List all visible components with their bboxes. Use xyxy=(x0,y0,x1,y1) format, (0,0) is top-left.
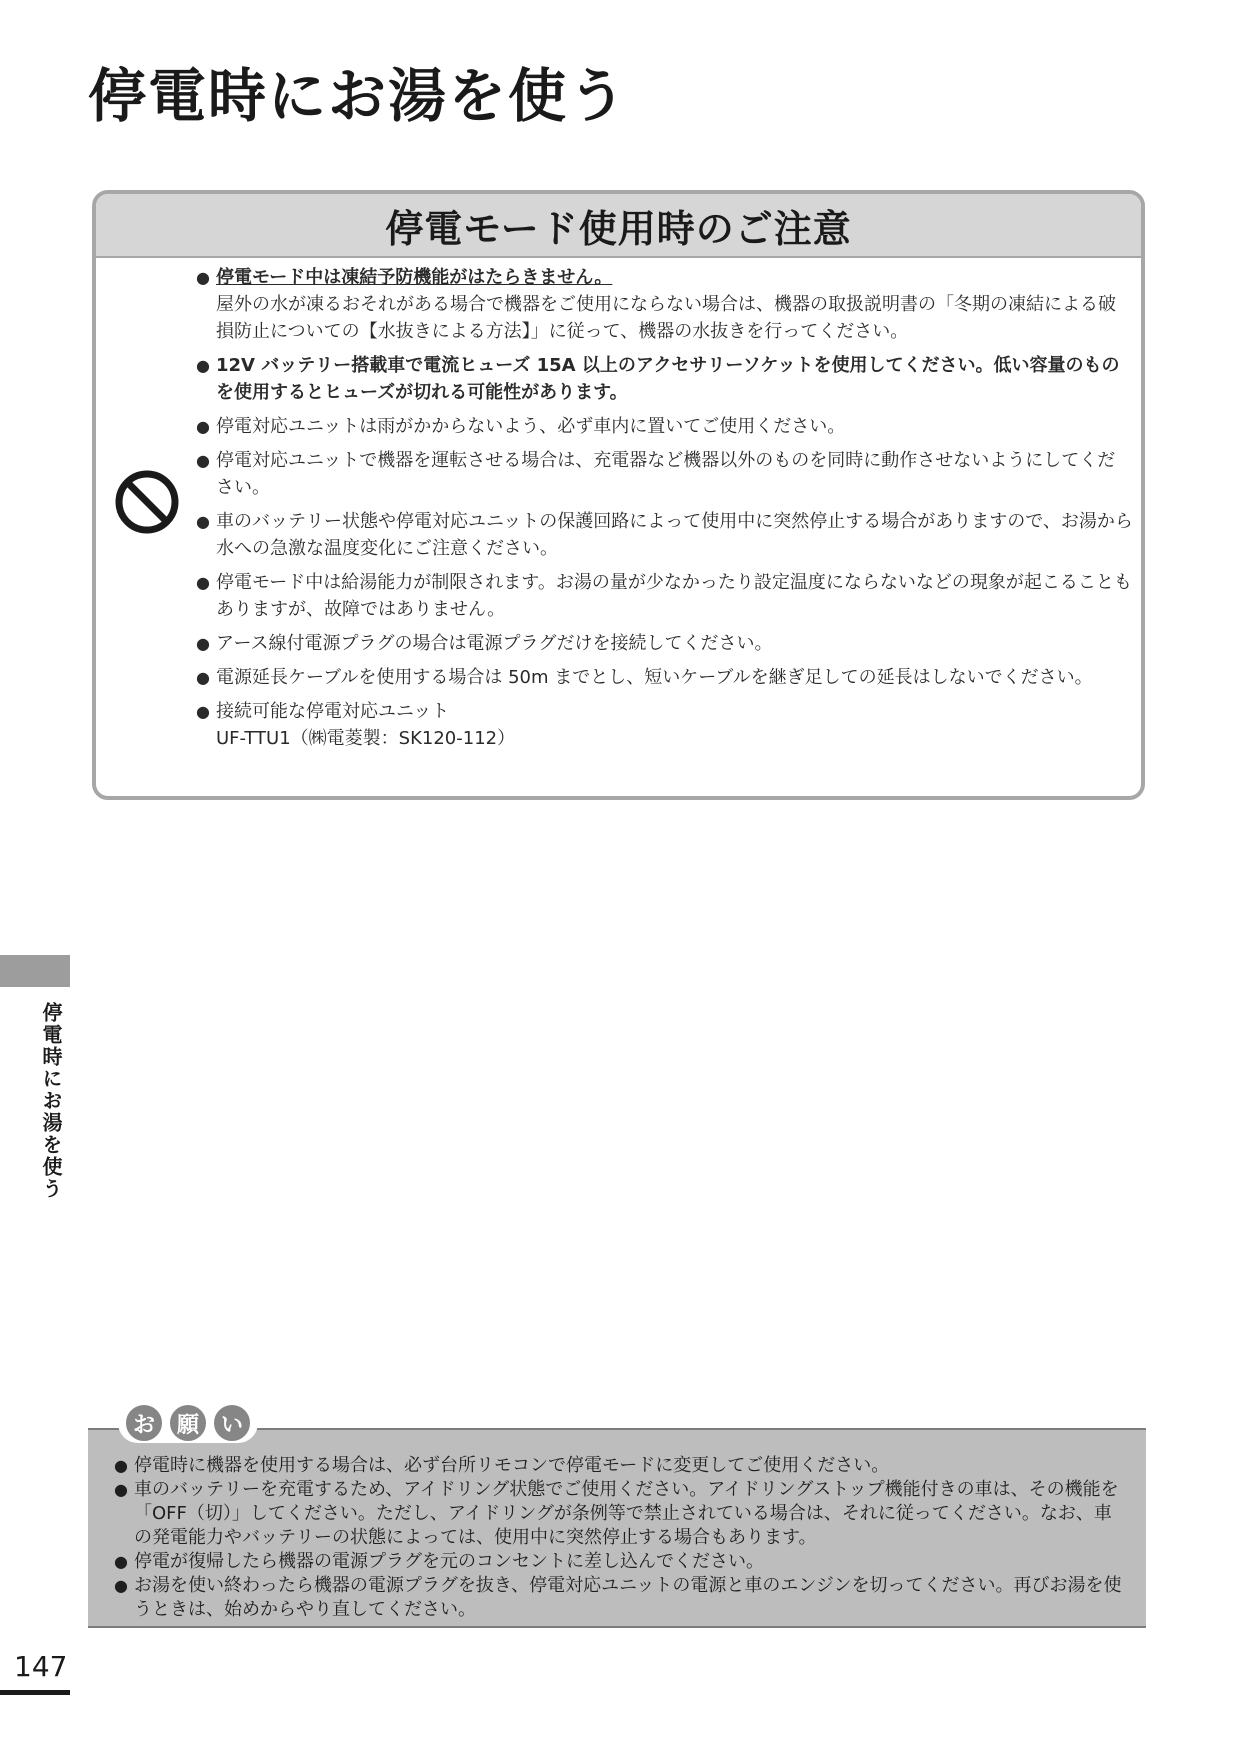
caution-item-heading: 接続可能な停電対応ユニット xyxy=(216,701,450,722)
request-list xyxy=(116,1454,1126,1622)
request-badges xyxy=(118,1403,258,1443)
list-item: ● 車のバッテリーを充電するため、アイドリング状態でご使用ください。アイドリングストップ機能付きの車は、その機能を「OFF（切）」してください。ただし、アイドリングが条例等で禁止されている場合は、それに従ってください。なお、車の発電能力やバッテリーの状態によっては、使用中に突然停止する場合もあります。 xyxy=(116,1478,1126,1550)
list-item: ● 車のバッテリー状態や停電対応ユニットの保護回路によって使用中に突然停止する場合がありますので、お湯から水への急激な温度変化にご注意ください。 xyxy=(198,508,1133,562)
side-section-label: 停電時にお湯を使う xyxy=(39,1002,63,1200)
request-badge: 願 xyxy=(168,1403,208,1443)
caution-item-detail: 屋外の水が凍るおそれがある場合で機器をご使用にならない場合は、機器の取扱説明書の「冬期の凍結による破損防止についての【水抜きによる方法】」に従って、機器の水抜きを行ってください。 xyxy=(216,294,1116,342)
list-item: ● 停電が復帰したら機器の電源プラグを元のコンセントに差し込んでください。 xyxy=(116,1550,1126,1574)
list-item: ● 停電対応ユニットは雨がかからないよう、必ず車内に置いてご使用ください。 xyxy=(198,413,1133,440)
list-item: ● 12V バッテリー搭載車で電流ヒューズ 15A 以上のアクセサリーソケットを使用してください。低い容量のものを使用するとヒューズが切れる可能性があります。 xyxy=(198,352,1133,406)
list-item: ● 停電時に機器を使用する場合は、必ず台所リモコンで停電モードに変更してご使用ください。 xyxy=(116,1454,1126,1478)
request-badge: い xyxy=(212,1403,252,1443)
list-item: ● お湯を使い終わったら機器の電源プラグを抜き、停電対応ユニットの電源と車のエンジンを切ってください。再びお湯を使うときは、始めからやり直してください。 xyxy=(116,1574,1126,1622)
list-item xyxy=(198,264,1133,345)
caution-box xyxy=(92,190,1145,800)
list-item: ● 電源延長ケーブルを使用する場合は 50m までとし、短いケーブルを継ぎ足しての延長はしないでください。 xyxy=(198,664,1133,691)
page-number-rule xyxy=(0,1690,70,1695)
caution-list xyxy=(198,264,1133,759)
caution-item-detail: UF-TTU1（㈱電菱製：SK120-112） xyxy=(216,728,516,749)
list-item: ● アース線付電源プラグの場合は電源プラグだけを接続してください。 xyxy=(198,630,1133,657)
page-number: 147 xyxy=(14,1650,68,1683)
prohibit-icon xyxy=(114,469,180,535)
caution-header: 停電モード使用時のご注意 xyxy=(96,194,1141,258)
request-badge: お xyxy=(124,1403,164,1443)
page-title: 停電時にお湯を使う xyxy=(88,62,629,130)
list-item: ● 停電対応ユニットで機器を運転させる場合は、充電器など機器以外のものを同時に動作させないようにしてください。 xyxy=(198,447,1133,501)
caution-item-heading: 停電モード中は凍結予防機能がはたらきません。 xyxy=(216,267,613,288)
side-tab-marker xyxy=(0,955,70,987)
list-item xyxy=(198,698,1133,752)
list-item: ● 停電モード中は給湯能力が制限されます。お湯の量が少なかったり設定温度にならないなどの現象が起こることもありますが、故障ではありません。 xyxy=(198,569,1133,623)
